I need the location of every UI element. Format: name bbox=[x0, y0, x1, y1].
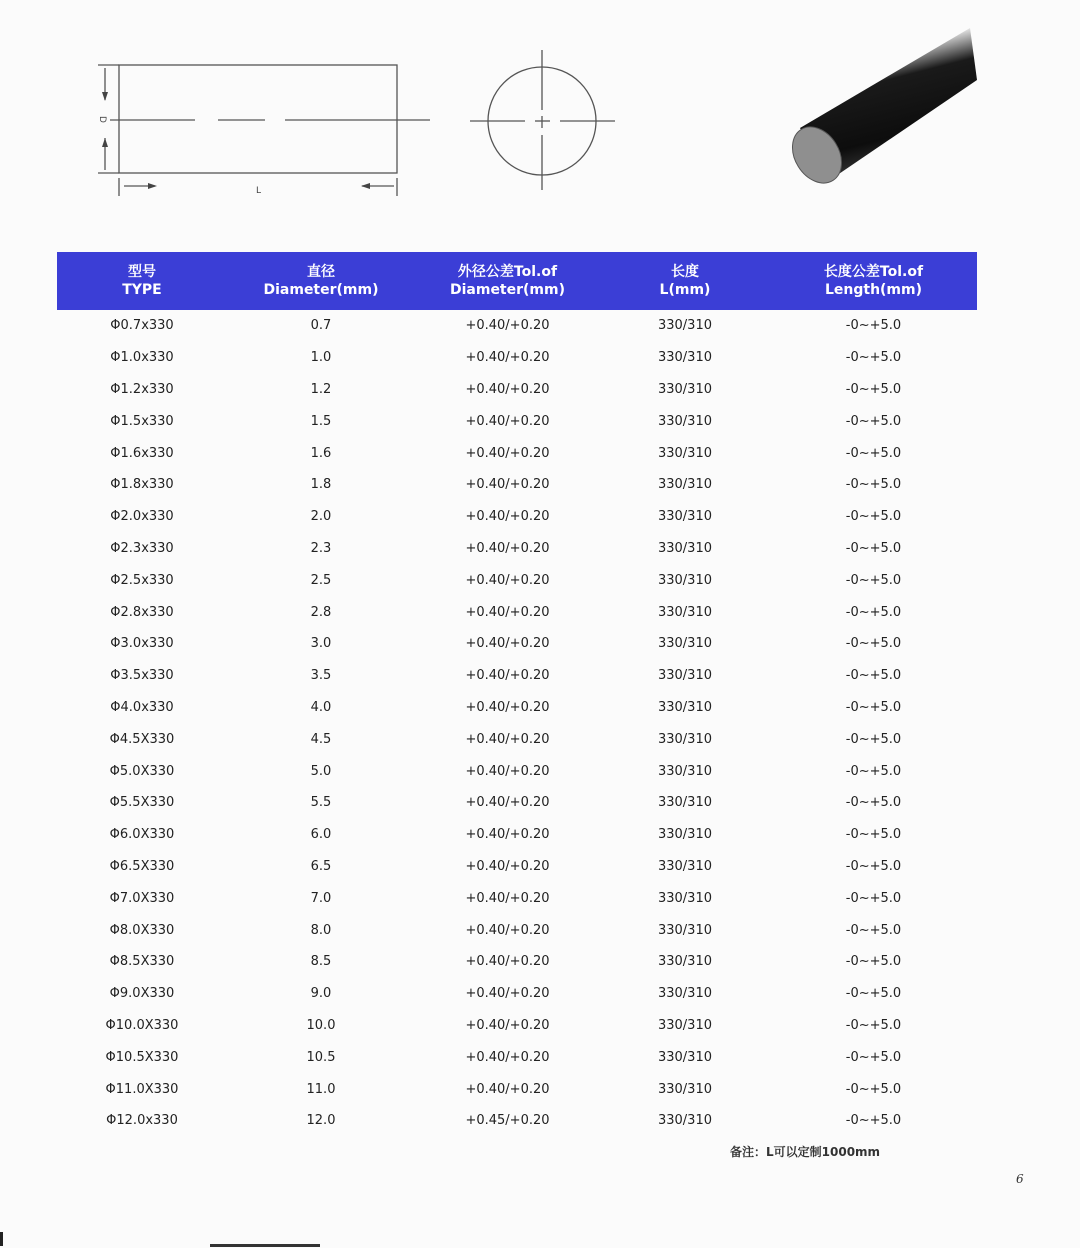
cell-type: Φ3.5x330 bbox=[110, 668, 174, 684]
cell-length-tolerance: -0~+5.0 bbox=[845, 509, 902, 525]
header-length-tolerance-cn: 长度公差Tol.of bbox=[823, 264, 924, 280]
cell-length: 330/310 bbox=[657, 731, 712, 747]
cell-diameter: 3.5 bbox=[310, 668, 332, 684]
cell-type: Φ2.0x330 bbox=[110, 509, 174, 525]
diameter-label: D bbox=[97, 116, 107, 123]
cell-type: Φ1.6x330 bbox=[110, 445, 174, 461]
cell-type: Φ2.5x330 bbox=[110, 572, 174, 588]
cell-type: Φ0.7x330 bbox=[110, 318, 174, 334]
header-length-cn: 长度 bbox=[671, 264, 699, 280]
header-diameter-tolerance bbox=[415, 252, 600, 310]
cell-length: 330/310 bbox=[657, 699, 712, 715]
table-row bbox=[57, 310, 977, 342]
cell-diameter-tolerance: +0.40/+0.20 bbox=[465, 954, 550, 970]
cell-length-tolerance: -0~+5.0 bbox=[845, 1081, 902, 1097]
table-row bbox=[57, 342, 977, 374]
cell-diameter-tolerance: +0.40/+0.20 bbox=[465, 604, 550, 620]
cell-length-tolerance: -0~+5.0 bbox=[845, 954, 902, 970]
cell-length: 330/310 bbox=[657, 1113, 712, 1129]
header-type-cn: 型号 bbox=[128, 264, 156, 280]
cell-diameter-tolerance: +0.40/+0.20 bbox=[465, 477, 550, 493]
cell-diameter: 2.8 bbox=[310, 604, 332, 620]
cell-diameter-tolerance: +0.40/+0.20 bbox=[465, 922, 550, 938]
table-row bbox=[57, 978, 977, 1010]
cell-length-tolerance: -0~+5.0 bbox=[845, 763, 902, 779]
table-row bbox=[57, 723, 977, 755]
table-row bbox=[57, 469, 977, 501]
table-row bbox=[57, 405, 977, 437]
cell-type: Φ8.0X330 bbox=[109, 922, 175, 938]
cell-diameter: 1.8 bbox=[310, 477, 332, 493]
cell-diameter: 8.0 bbox=[310, 922, 332, 938]
cell-length: 330/310 bbox=[657, 858, 712, 874]
cell-diameter: 1.0 bbox=[310, 350, 332, 366]
cell-diameter: 5.5 bbox=[310, 795, 332, 811]
cell-diameter-tolerance: +0.40/+0.20 bbox=[465, 986, 550, 1002]
cell-diameter-tolerance: +0.40/+0.20 bbox=[465, 731, 550, 747]
cell-diameter: 2.0 bbox=[310, 509, 332, 525]
cell-diameter-tolerance: +0.40/+0.20 bbox=[465, 509, 550, 525]
cell-length: 330/310 bbox=[657, 1081, 712, 1097]
cell-type: Φ11.0X330 bbox=[105, 1081, 179, 1097]
cell-diameter-tolerance: +0.45/+0.20 bbox=[465, 1113, 550, 1129]
cell-length-tolerance: -0~+5.0 bbox=[845, 890, 902, 906]
cell-diameter: 5.0 bbox=[310, 763, 332, 779]
header-diameter-cn: 直径 bbox=[307, 264, 335, 280]
corner-mark bbox=[0, 1232, 3, 1246]
rod-technical-drawing bbox=[0, 0, 640, 210]
cell-length: 330/310 bbox=[657, 890, 712, 906]
table-header-row bbox=[57, 252, 977, 310]
cell-diameter-tolerance: +0.40/+0.20 bbox=[465, 1081, 550, 1097]
cell-type: Φ7.0X330 bbox=[109, 890, 175, 906]
cell-length-tolerance: -0~+5.0 bbox=[845, 827, 902, 843]
cell-length: 330/310 bbox=[657, 445, 712, 461]
cell-length: 330/310 bbox=[657, 954, 712, 970]
cell-length: 330/310 bbox=[657, 668, 712, 684]
cell-length: 330/310 bbox=[657, 1017, 712, 1033]
table-row bbox=[57, 1010, 977, 1042]
length-label: L bbox=[256, 186, 262, 196]
cell-diameter-tolerance: +0.40/+0.20 bbox=[465, 381, 550, 397]
cell-diameter: 1.2 bbox=[310, 381, 332, 397]
cell-length-tolerance: -0~+5.0 bbox=[845, 381, 902, 397]
table-row bbox=[57, 660, 977, 692]
table-row bbox=[57, 882, 977, 914]
table-row bbox=[57, 628, 977, 660]
cell-diameter: 0.7 bbox=[310, 318, 332, 334]
cell-length: 330/310 bbox=[657, 509, 712, 525]
table-row bbox=[57, 787, 977, 819]
cell-diameter: 12.0 bbox=[306, 1113, 336, 1129]
cell-diameter-tolerance: +0.40/+0.20 bbox=[465, 1049, 550, 1065]
cell-type: Φ10.0X330 bbox=[105, 1017, 179, 1033]
table-row bbox=[57, 692, 977, 724]
cell-diameter-tolerance: +0.40/+0.20 bbox=[465, 699, 550, 715]
table-row bbox=[57, 564, 977, 596]
cell-length-tolerance: -0~+5.0 bbox=[845, 922, 902, 938]
cell-length: 330/310 bbox=[657, 1049, 712, 1065]
cell-diameter: 1.6 bbox=[310, 445, 332, 461]
page-number: 6 bbox=[1016, 1172, 1024, 1186]
header-type-en: TYPE bbox=[122, 282, 162, 298]
cell-diameter: 9.0 bbox=[310, 986, 332, 1002]
cell-type: Φ4.0x330 bbox=[110, 699, 174, 715]
cell-length-tolerance: -0~+5.0 bbox=[845, 636, 902, 652]
cell-type: Φ5.5X330 bbox=[109, 795, 175, 811]
header-diameter-tolerance-en: Diameter(mm) bbox=[449, 282, 565, 298]
cell-length-tolerance: -0~+5.0 bbox=[845, 318, 902, 334]
cell-diameter-tolerance: +0.40/+0.20 bbox=[465, 413, 550, 429]
carbide-rod-image bbox=[780, 20, 980, 190]
cell-diameter: 1.5 bbox=[310, 413, 332, 429]
cell-diameter: 8.5 bbox=[310, 954, 332, 970]
cell-type: Φ5.0X330 bbox=[109, 763, 175, 779]
cell-diameter: 2.3 bbox=[310, 540, 332, 556]
cell-length-tolerance: -0~+5.0 bbox=[845, 858, 902, 874]
header-length-tolerance-en: Length(mm) bbox=[824, 282, 923, 298]
header-diameter bbox=[227, 252, 415, 310]
cell-type: Φ1.5x330 bbox=[110, 413, 174, 429]
table-row bbox=[57, 501, 977, 533]
cell-diameter: 6.5 bbox=[310, 858, 332, 874]
cell-length-tolerance: -0~+5.0 bbox=[845, 572, 902, 588]
cell-diameter-tolerance: +0.40/+0.20 bbox=[465, 636, 550, 652]
cell-type: Φ3.0x330 bbox=[110, 636, 174, 652]
cell-length-tolerance: -0~+5.0 bbox=[845, 1113, 902, 1129]
cell-diameter-tolerance: +0.40/+0.20 bbox=[465, 318, 550, 334]
cell-length: 330/310 bbox=[657, 413, 712, 429]
cell-length-tolerance: -0~+5.0 bbox=[845, 540, 902, 556]
cell-length: 330/310 bbox=[657, 477, 712, 493]
cell-length-tolerance: -0~+5.0 bbox=[845, 1017, 902, 1033]
cell-diameter: 3.0 bbox=[310, 636, 332, 652]
cell-diameter: 4.5 bbox=[310, 731, 332, 747]
cell-diameter-tolerance: +0.40/+0.20 bbox=[465, 445, 550, 461]
cell-diameter-tolerance: +0.40/+0.20 bbox=[465, 572, 550, 588]
cell-length: 330/310 bbox=[657, 350, 712, 366]
cell-diameter-tolerance: +0.40/+0.20 bbox=[465, 763, 550, 779]
table-row bbox=[57, 596, 977, 628]
cell-diameter: 11.0 bbox=[306, 1081, 336, 1097]
side-view-rectangle bbox=[119, 65, 397, 173]
cell-diameter: 4.0 bbox=[310, 699, 332, 715]
cell-length: 330/310 bbox=[657, 986, 712, 1002]
cell-diameter: 2.5 bbox=[310, 572, 332, 588]
cell-type: Φ2.3x330 bbox=[110, 540, 174, 556]
cell-length-tolerance: -0~+5.0 bbox=[845, 699, 902, 715]
cell-length-tolerance: -0~+5.0 bbox=[845, 413, 902, 429]
cell-length: 330/310 bbox=[657, 636, 712, 652]
table-row bbox=[57, 437, 977, 469]
cell-diameter: 10.0 bbox=[306, 1017, 336, 1033]
cell-diameter-tolerance: +0.40/+0.20 bbox=[465, 540, 550, 556]
table-row bbox=[57, 946, 977, 978]
cell-length: 330/310 bbox=[657, 572, 712, 588]
spec-table bbox=[57, 252, 977, 1137]
cell-length: 330/310 bbox=[657, 540, 712, 556]
cell-length-tolerance: -0~+5.0 bbox=[845, 477, 902, 493]
cell-type: Φ1.8x330 bbox=[110, 477, 174, 493]
header-diameter-en: Diameter(mm) bbox=[263, 282, 379, 298]
cell-length: 330/310 bbox=[657, 604, 712, 620]
cell-diameter-tolerance: +0.40/+0.20 bbox=[465, 1017, 550, 1033]
cell-diameter-tolerance: +0.40/+0.20 bbox=[465, 827, 550, 843]
table-row bbox=[57, 533, 977, 565]
cell-type: Φ2.8x330 bbox=[110, 604, 174, 620]
cell-length-tolerance: -0~+5.0 bbox=[845, 1049, 902, 1065]
cell-diameter-tolerance: +0.40/+0.20 bbox=[465, 668, 550, 684]
cell-length: 330/310 bbox=[657, 381, 712, 397]
cell-length-tolerance: -0~+5.0 bbox=[845, 731, 902, 747]
table-row bbox=[57, 819, 977, 851]
cell-length-tolerance: -0~+5.0 bbox=[845, 350, 902, 366]
cell-type: Φ1.0x330 bbox=[110, 350, 174, 366]
cell-length-tolerance: -0~+5.0 bbox=[845, 445, 902, 461]
cell-length: 330/310 bbox=[657, 922, 712, 938]
cell-diameter: 6.0 bbox=[310, 827, 332, 843]
header-length bbox=[600, 252, 770, 310]
cell-length: 330/310 bbox=[657, 827, 712, 843]
cell-type: Φ9.0X330 bbox=[109, 986, 175, 1002]
table-row bbox=[57, 1105, 977, 1137]
cell-length-tolerance: -0~+5.0 bbox=[845, 604, 902, 620]
cell-diameter: 7.0 bbox=[310, 890, 332, 906]
header-type bbox=[57, 252, 227, 310]
cell-length-tolerance: -0~+5.0 bbox=[845, 986, 902, 1002]
table-row bbox=[57, 914, 977, 946]
cell-type: Φ10.5X330 bbox=[105, 1049, 179, 1065]
header-length-tolerance bbox=[770, 252, 977, 310]
header-length-en: L(mm) bbox=[659, 282, 711, 298]
cell-diameter-tolerance: +0.40/+0.20 bbox=[465, 858, 550, 874]
table-row bbox=[57, 374, 977, 406]
cell-length-tolerance: -0~+5.0 bbox=[845, 795, 902, 811]
cell-length: 330/310 bbox=[657, 795, 712, 811]
table-row bbox=[57, 1041, 977, 1073]
cell-diameter-tolerance: +0.40/+0.20 bbox=[465, 350, 550, 366]
table-row bbox=[57, 755, 977, 787]
cell-length-tolerance: -0~+5.0 bbox=[845, 668, 902, 684]
cell-type: Φ12.0x330 bbox=[106, 1113, 178, 1129]
bottom-divider bbox=[210, 1244, 320, 1247]
cell-length: 330/310 bbox=[657, 763, 712, 779]
cell-type: Φ6.0X330 bbox=[109, 827, 175, 843]
cell-diameter-tolerance: +0.40/+0.20 bbox=[465, 795, 550, 811]
cell-type: Φ1.2x330 bbox=[110, 381, 174, 397]
cell-length: 330/310 bbox=[657, 318, 712, 334]
cell-type: Φ4.5X330 bbox=[109, 731, 175, 747]
cell-diameter: 10.5 bbox=[306, 1049, 336, 1065]
cell-type: Φ6.5X330 bbox=[109, 858, 175, 874]
header-diameter-tolerance-cn: 外径公差Tol.of bbox=[457, 264, 558, 280]
cell-diameter-tolerance: +0.40/+0.20 bbox=[465, 890, 550, 906]
cell-type: Φ8.5X330 bbox=[109, 954, 175, 970]
table-row bbox=[57, 851, 977, 883]
table-row bbox=[57, 1073, 977, 1105]
table-body bbox=[57, 310, 977, 1137]
footnote: 备注：L可以定制1000mm bbox=[730, 1145, 881, 1159]
